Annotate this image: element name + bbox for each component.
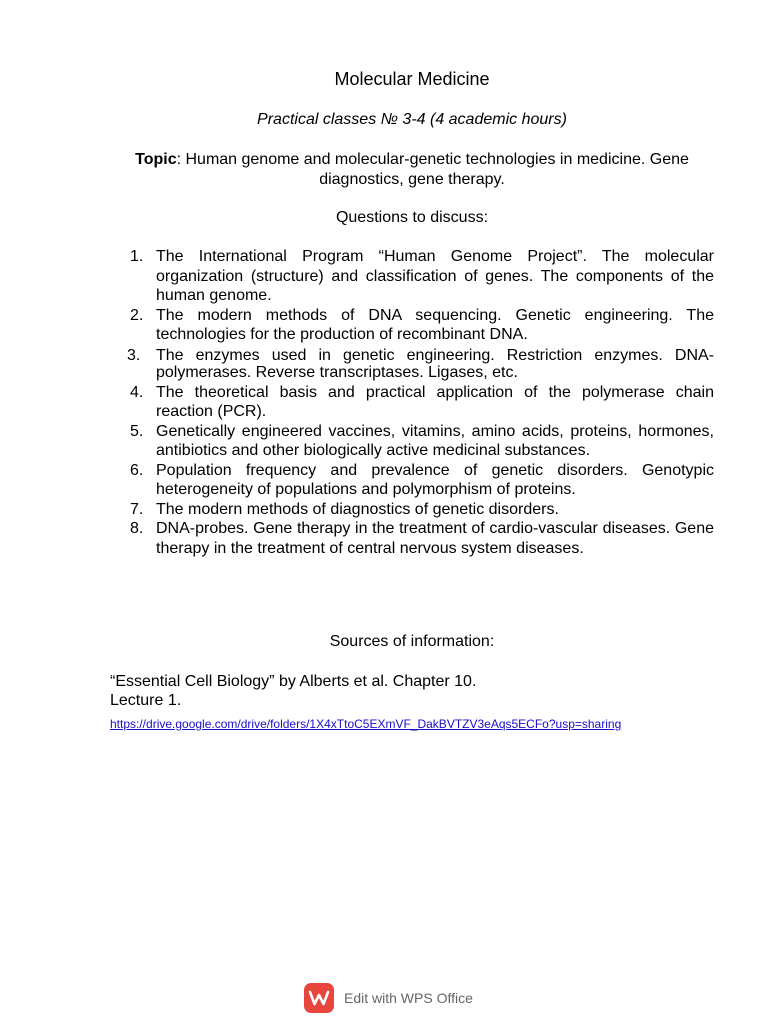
topic-text: : Human genome and molecular-genetic technologies in medicine. Gene diagnostics, gene therapy. <box>176 151 689 188</box>
wps-footer[interactable] <box>304 982 473 1014</box>
list-item-text: The International Program “Human Genome Project”. The molecular organization (structure) and classification of genes. The components of the human genome. <box>156 248 714 304</box>
topic-label: Topic <box>135 151 177 168</box>
source-lecture: Lecture 1. <box>110 692 182 709</box>
list-item <box>130 519 714 558</box>
list-item-number: 3. <box>127 346 141 364</box>
list-item <box>130 247 714 306</box>
list-item <box>130 461 714 500</box>
list-item-number: 5. <box>130 422 144 440</box>
list-item-number: 2. <box>130 306 144 324</box>
list-item-number: 4. <box>130 383 144 401</box>
list-item-text: DNA-probes. Gene therapy in the treatment of cardio-vascular diseases. Gene therapy in the treatment of central nervous system diseases. <box>156 520 714 557</box>
wps-office-logo-icon <box>304 983 334 1013</box>
list-item-text: The modern methods of DNA sequencing. Genetic engineering. The technologies for the production of recombinant DNA. <box>156 306 714 343</box>
wps-w-glyph-icon <box>308 989 330 1007</box>
document-title: Molecular Medicine <box>334 69 490 89</box>
list-item-number: 1. <box>130 248 144 265</box>
list-item-number: 8. <box>130 520 144 537</box>
list-item-text: Genetically engineered vaccines, vitamins, amino acids, proteins, hormones, antibiotics and other biologically active medicinal substances. <box>156 422 714 459</box>
list-item-number: 6. <box>130 461 144 479</box>
list-item-text: The theoretical basis and practical application of the polymerase chain reaction (PCR). <box>156 383 714 420</box>
list-item-text: The modern methods of diagnostics of genetic disorders. <box>156 500 559 518</box>
sources-heading: Sources of information: <box>329 633 495 650</box>
list-item <box>127 346 714 381</box>
list-item <box>130 383 714 422</box>
list-item-number: 7. <box>130 500 144 518</box>
list-item <box>130 306 714 345</box>
edit-with-wps-label: Edit with WPS Office <box>344 990 473 1006</box>
source-book: “Essential Cell Biology” by Alberts et al. Chapter 10. <box>110 673 477 690</box>
questions-list <box>127 247 714 558</box>
list-item-text: The enzymes used in genetic engineering. Restriction enzymes. DNA-polymerases. Reverse transcriptases. Ligases, etc. <box>156 346 714 381</box>
list-item <box>130 500 714 520</box>
list-item-text: Population frequency and prevalence of genetic disorders. Genotypic heterogeneity of populations and polymorphism of proteins. <box>156 461 714 498</box>
source-drive-link[interactable]: https://drive.google.com/drive/folders/1X4xTtoC5EXmVF_DakBVTZV3eAqs5ECFo?usp=sharing <box>110 717 622 731</box>
questions-heading: Questions to discuss: <box>335 209 489 226</box>
list-item <box>130 422 714 461</box>
topic-paragraph <box>110 150 714 190</box>
document-subtitle: Practical classes № 3-4 (4 academic hours) <box>257 111 567 128</box>
